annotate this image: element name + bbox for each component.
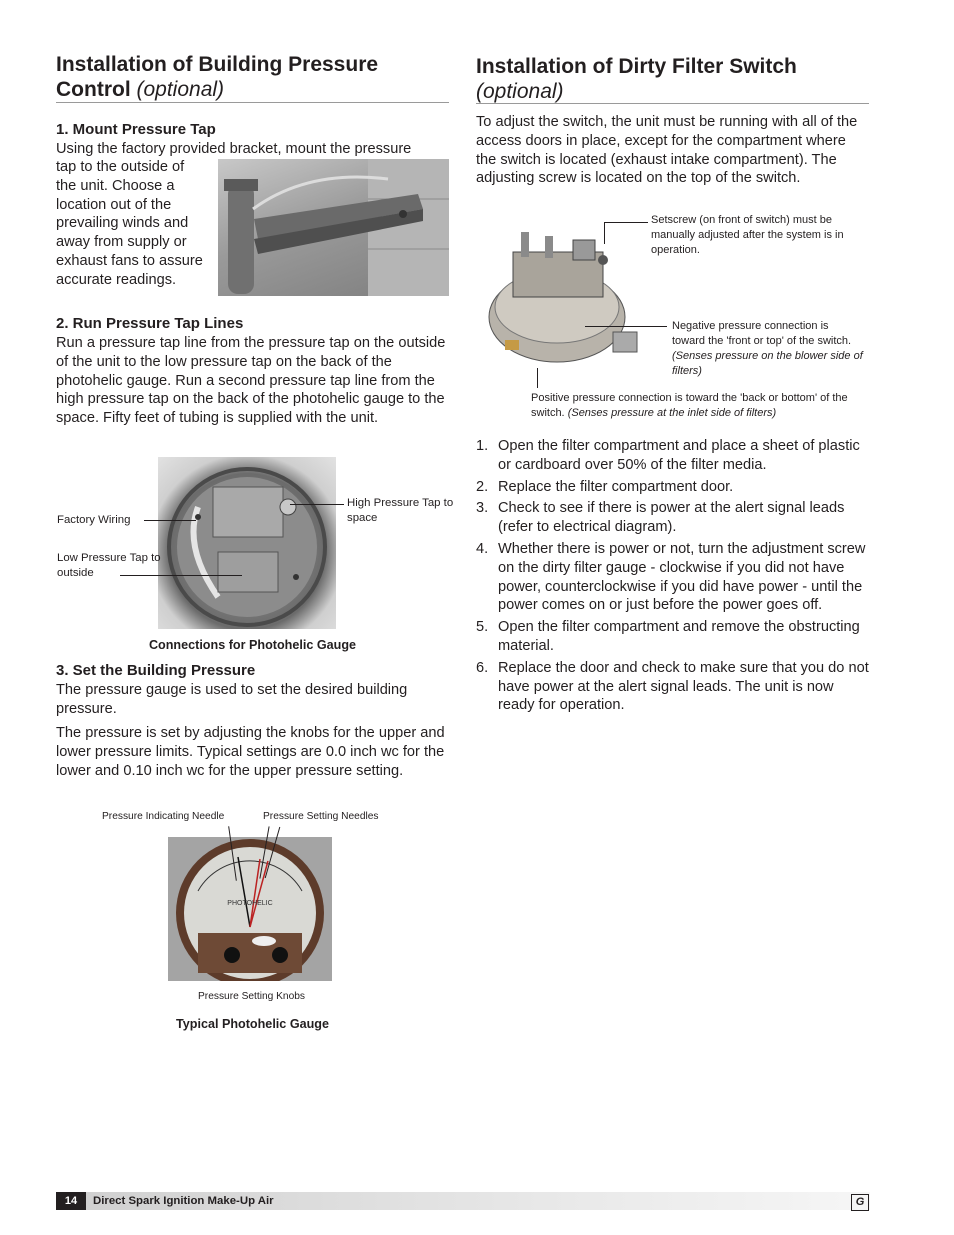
left-title-rule — [56, 102, 449, 103]
bracket-illustration — [218, 159, 449, 296]
positive-connection-label: Positive pressure connection is toward the 'back or bottom' of the switch. (Senses pressure at the inlet side of filters) — [531, 392, 848, 419]
set-building-pressure-heading: 3. Set the Building Pressure — [56, 662, 256, 679]
right-title-rule — [476, 103, 869, 104]
step-4: 4. Whether there is power or not, turn the adjustment screw on the dirty filter gauge - clockwise if you did not have power, counterclockwise if you did have power - until the power comes on or just before the power goes off. — [476, 540, 866, 614]
setscrew-leader-v — [604, 222, 605, 244]
step-1: 1. Open the filter compartment and place a sheet of plastic or cardboard over 50% of the filter media. — [476, 438, 860, 473]
low-pressure-tap-leader — [120, 575, 242, 576]
low-pressure-tap-label: Low Pressure Tap to outside — [57, 552, 161, 579]
factory-wiring-label: Factory Wiring — [57, 514, 131, 526]
step-6: 6. Replace the door and check to make sure that you do not have power at the alert signal leads. The unit is now ready for operation. — [476, 659, 869, 714]
right-section-title: Installation of Dirty Filter Switch (optional) — [476, 55, 797, 103]
run-pressure-tap-lines-heading: 2. Run Pressure Tap Lines — [56, 315, 244, 332]
set-pressure-text-2: The pressure is set by adjusting the knobs for the upper and lower pressure limits. Typical settings are 0.0 inch wc for the lower and 0.10 inch wc for the upper pressure setting. — [56, 725, 445, 779]
figure1-caption: Connections for Photohelic Gauge — [148, 638, 357, 652]
gauge-brand-text: PHOTOHELIC — [227, 900, 273, 907]
step-2: 2. Replace the filter compartment door. — [476, 478, 734, 495]
pressure-indicating-needle-label: Pressure Indicating Needle — [102, 811, 225, 822]
run-tap-lines-text: Run a pressure tap line from the pressure tap on the outside of the unit to the low pressure tap on the back of the photohelic gauge. Run a second pressure tap line from the high pressure tap on the back of the photohelic gauge to the space. Fifty feet of tubing is supplied with the unit. — [56, 335, 446, 427]
filter-switch-steps — [476, 437, 870, 718]
mount-tap-text-line1: Using the factory provided bracket, mount the pressure — [56, 141, 412, 157]
company-logo: G — [851, 1194, 869, 1211]
setscrew-label: Setscrew (on front of switch) must be manually adjusted after the system is in operation. — [651, 214, 844, 256]
pressure-tap-bracket-photo — [218, 159, 449, 296]
filter-switch-illustration — [485, 222, 645, 372]
filter-switch-intro: To adjust the switch, the unit must be running with all of the access doors in place, except for the compartment where the switch is located (exhaust intake compartment). The adjusting screw is located on the top of the switch. — [476, 114, 858, 187]
pressure-setting-needles-label: Pressure Setting Needles — [263, 811, 379, 822]
negative-connection-label: Negative pressure connection is toward the 'front or top' of the switch. (Senses pressure on the blower side of filters) — [672, 320, 863, 377]
photohelic-back-photo — [158, 457, 336, 629]
photohelic-gauge-photo — [168, 837, 332, 981]
step-3: 3. Check to see if there is power at the alert signal leads (refer to electrical diagram). — [476, 500, 845, 536]
high-pressure-tap-label: High Pressure Tap to space — [347, 497, 454, 524]
dirty-filter-switch-photo — [485, 222, 645, 372]
setscrew-leader-h — [604, 222, 648, 223]
page-number: 14 — [56, 1192, 86, 1210]
pressure-setting-knobs-label: Pressure Setting Knobs — [198, 991, 306, 1002]
photohelic-back-illustration — [158, 457, 336, 629]
set-pressure-text-1: The pressure gauge is used to set the desired building pressure. — [56, 682, 408, 717]
factory-wiring-leader — [144, 520, 196, 521]
mount-tap-text: tap to the outside of the unit. Choose a location out of the prevailing winds and away from supply or exhaust fans to assure accurate readings. — [56, 159, 203, 288]
positive-connection-leader — [537, 368, 538, 388]
high-pressure-tap-leader — [290, 504, 344, 505]
negative-connection-leader — [585, 326, 667, 327]
left-section-title: Installation of Building Pressure Control (optional) — [56, 53, 379, 101]
footer-title: Direct Spark Ignition Make-Up Air — [93, 1195, 274, 1207]
photohelic-gauge-illustration — [168, 837, 332, 981]
mount-pressure-tap-heading: 1. Mount Pressure Tap — [56, 121, 216, 138]
step-5: 5. Open the filter compartment and remove the obstructing material. — [476, 619, 860, 654]
figure2-caption: Typical Photohelic Gauge — [175, 1017, 330, 1031]
